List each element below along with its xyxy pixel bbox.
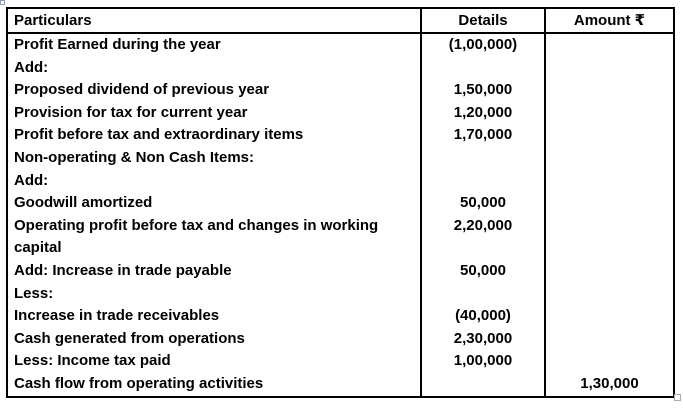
particulars-cell: Cash flow from operating activities <box>14 374 264 392</box>
table-resize-handle[interactable] <box>674 394 681 401</box>
details-cell: (40,000) <box>421 305 545 328</box>
details-cell: (1,00,000) <box>421 33 545 57</box>
details-cell <box>421 170 545 193</box>
table-row <box>7 33 674 57</box>
cash-flow-statement-table <box>6 7 675 398</box>
amount-cell <box>545 192 674 215</box>
header-particulars: Particulars <box>7 8 421 33</box>
details-cell <box>421 57 545 80</box>
table-row <box>7 215 674 260</box>
details-cell: 2,30,000 <box>421 328 545 351</box>
amount-cell <box>545 283 674 306</box>
details-cell: 1,00,000 <box>421 350 545 373</box>
details-cell: 50,000 <box>421 260 545 283</box>
particulars-cell: Provision for tax for current year <box>14 103 248 121</box>
particulars-cell: Profit before tax and extraordinary items <box>14 126 304 144</box>
particulars-cell: Non-operating & Non Cash Items: <box>14 148 255 166</box>
amount-cell <box>545 350 674 373</box>
details-cell: 1,50,000 <box>421 79 545 102</box>
details-cell: 1,20,000 <box>421 102 545 125</box>
table-header-row <box>7 8 674 33</box>
amount-cell <box>545 102 674 125</box>
table-row <box>7 305 674 328</box>
amount-cell: 1,30,000 <box>545 373 674 397</box>
amount-cell <box>545 124 674 147</box>
amount-cell <box>545 170 674 193</box>
details-cell: 2,20,000 <box>421 215 545 260</box>
details-cell: 50,000 <box>421 192 545 215</box>
table-row <box>7 328 674 351</box>
details-cell <box>421 147 545 170</box>
amount-cell <box>545 33 674 57</box>
table-select-handle[interactable] <box>0 0 5 5</box>
particulars-cell: Add: <box>14 171 49 189</box>
details-cell <box>421 373 545 397</box>
particulars-cell: Proposed dividend of previous year <box>14 81 270 99</box>
particulars-cell: Goodwill amortized <box>14 194 153 212</box>
table-row <box>7 260 674 283</box>
amount-cell <box>545 328 674 351</box>
amount-cell <box>545 260 674 283</box>
particulars-cell: Less: <box>14 284 54 302</box>
amount-cell <box>545 147 674 170</box>
table-row <box>7 350 674 373</box>
details-cell <box>421 283 545 306</box>
particulars-cell: Less: Income tax paid <box>14 352 171 370</box>
amount-cell <box>545 305 674 328</box>
table-row <box>7 192 674 215</box>
table-row <box>7 373 674 397</box>
header-amount: Amount ₹ <box>545 8 674 33</box>
amount-cell <box>545 79 674 102</box>
particulars-cell: Increase in trade receivables <box>14 307 220 325</box>
particulars-cell: Add: Increase in trade payable <box>14 261 232 279</box>
table-row <box>7 170 674 193</box>
particulars-cell: Profit Earned during the year <box>14 36 221 53</box>
amount-cell <box>545 57 674 80</box>
table-row <box>7 124 674 147</box>
amount-cell <box>545 215 674 260</box>
details-cell: 1,70,000 <box>421 124 545 147</box>
particulars-cell: Add: <box>14 58 49 76</box>
table-row <box>7 102 674 125</box>
particulars-cell: Operating profit before tax and changes in working capital <box>14 216 379 257</box>
table-row <box>7 57 674 80</box>
table-row <box>7 147 674 170</box>
table-row <box>7 283 674 306</box>
particulars-cell: Cash generated from operations <box>14 329 245 347</box>
header-details: Details <box>421 8 545 33</box>
statement-table <box>6 7 675 398</box>
table-row <box>7 79 674 102</box>
